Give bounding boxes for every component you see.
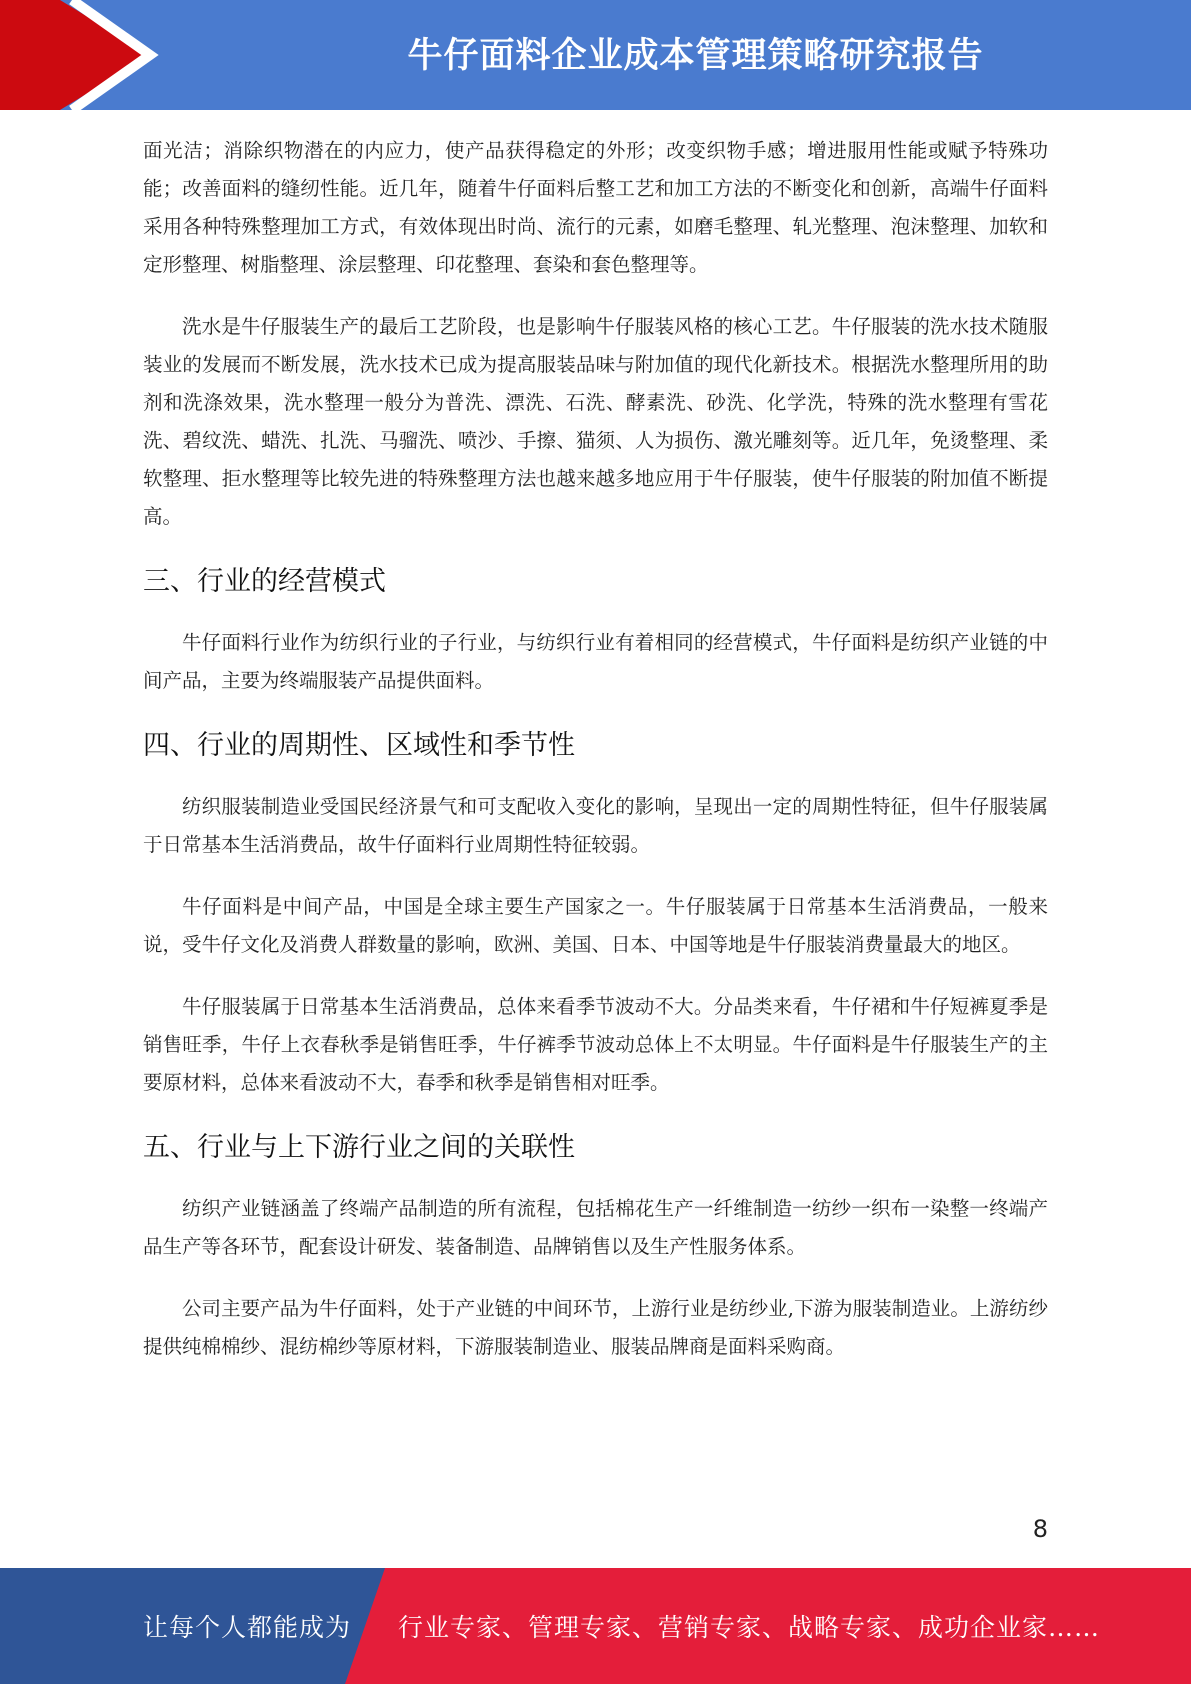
paragraph-washing: 洗水是牛仔服装生产的最后工艺阶段，也是影响牛仔服装风格的核心工艺。牛仔服装的洗水技术随服装业的发展而不断发展，洗水技术已成为提高服装品味与附加值的现代化新技术。根据洗水整理所用的助剂和洗涤效果，洗水整理一般分为普洗、漂洗、石洗、酵素洗、砂洗、化学洗，特殊的洗水整理有雪花洗、碧纹洗、蜡洗、扎洗、马骝洗、喷沙、手擦、猫须、人为损伤、激光雕刻等。近几年，免烫整理、柔软整理、拒水整理等比较先进的特殊整理方法也越来越多地应用于牛仔服装，使牛仔服装的附加值不断提高。 bbox=[143, 315, 1048, 528]
section-heading-industry-chain: 五、行业与上下游行业之间的关联性 bbox=[143, 1132, 575, 1163]
footer-slogan-right: 行业专家、管理专家、营销专家、战略专家、成功企业家…… bbox=[398, 1613, 1101, 1642]
paragraph-cyclicality: 纺织服装制造业受国民经济景气和可支配收入变化的影响，呈现出一定的周期性特征，但牛仔服装属于日常基本生活消费品，故牛仔面料行业周期性特征较弱。 bbox=[143, 795, 1048, 856]
paragraph-business-model: 牛仔面料行业作为纺织行业的子行业，与纺织行业有着相同的经营模式，牛仔面料是纺织产业链的中间产品，主要为终端服装产品提供面料。 bbox=[143, 631, 1048, 692]
paragraph-industry-chain: 纺织产业链涵盖了终端产品制造的所有流程，包括棉花生产一纤维制造一纺纱一织布一染整一终端产品生产等各环节，配套设计研发、装备制造、品牌销售以及生产性服务体系。 bbox=[143, 1197, 1048, 1258]
paragraph-upstream-downstream: 公司主要产品为牛仔面料，处于产业链的中间环节，上游行业是纺纱业,下游为服装制造业。上游纺纱提供纯棉棉纱、混纺棉纱等原材料，下游服装制造业、服装品牌商是面料采购商。 bbox=[143, 1297, 1048, 1358]
footer-slogan-left: 让每个人都能成为 bbox=[143, 1613, 352, 1642]
paragraph-seasonality: 牛仔服装属于日常基本生活消费品，总体来看季节波动不大。分品类来看，牛仔裙和牛仔短裤夏季是销售旺季，牛仔上衣春秋季是销售旺季，牛仔裤季节波动总体上不太明显。牛仔面料是牛仔服装生产的主要原材料，总体来看波动不大，春季和秋季是销售相对旺季。 bbox=[143, 995, 1048, 1094]
paragraph-finishing-continued: 面光洁；消除织物潜在的内应力，使产品获得稳定的外形；改变织物手感；增进服用性能或赋予特殊功能；改善面料的缝纫性能。近几年，随着牛仔面料后整工艺和加工方法的不断变化和创新，高端牛仔面料采用各种特殊整理加工方式，有效体现出时尚、流行的元素，如磨毛整理、轧光整理、泡沫整理、加软和定形整理、树脂整理、涂层整理、印花整理、套染和套色整理等。 bbox=[143, 139, 1048, 276]
page-header bbox=[0, 0, 1191, 110]
header-red-arrow bbox=[0, 0, 150, 110]
page-number: 8 bbox=[1032, 1515, 1048, 1543]
section-heading-cyclicality: 四、行业的周期性、区域性和季节性 bbox=[143, 730, 575, 761]
page-footer bbox=[0, 1568, 1191, 1684]
page-content bbox=[143, 132, 1048, 1390]
section-heading-business-model: 三、行业的经营模式 bbox=[143, 566, 386, 597]
paragraph-regionality: 牛仔面料是中间产品，中国是全球主要生产国家之一。牛仔服装属于日常基本生活消费品，一般来说，受牛仔文化及消费人群数量的影响，欧洲、美国、日本、中国等地是牛仔服装消费量最大的地区。 bbox=[143, 895, 1048, 956]
document-title: 牛仔面料企业成本管理策略研究报告 bbox=[407, 36, 984, 76]
